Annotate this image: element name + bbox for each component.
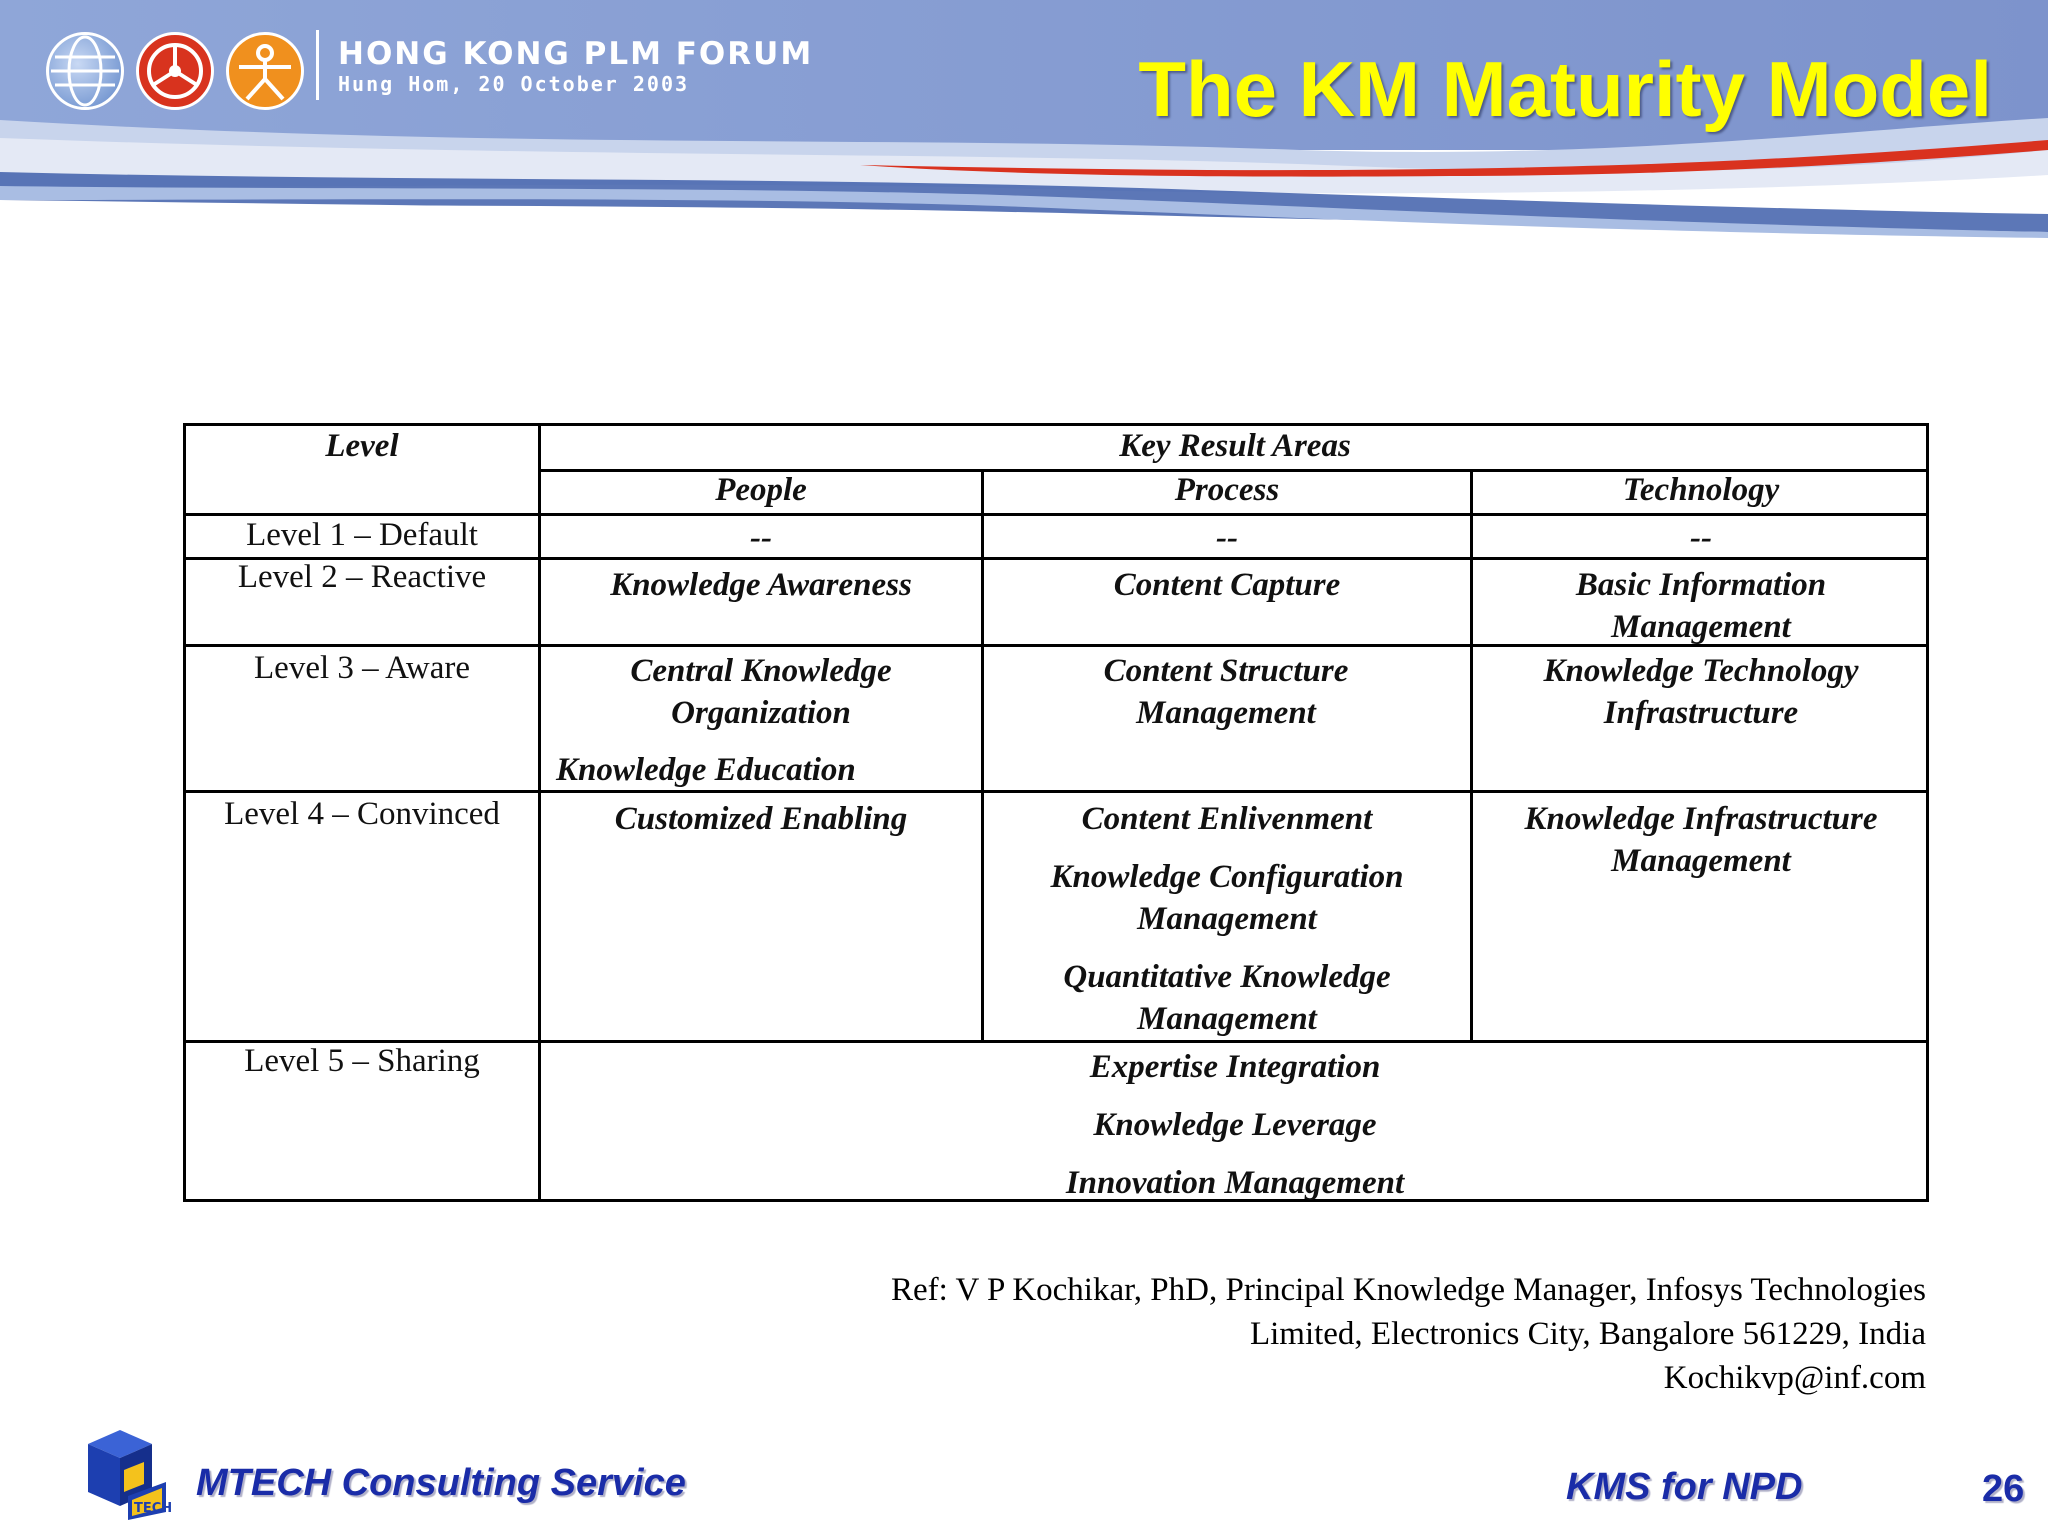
- reference-line-1: Ref: V P Kochikar, PhD, Principal Knowledge Manager, Infosys Technologies: [891, 1272, 1926, 1308]
- reference-citation: [891, 1268, 1926, 1400]
- level-3-technology: Knowledge Technology Infrastructure: [1543, 653, 1859, 731]
- table-divider: [186, 513, 1929, 516]
- header-level: Level: [325, 428, 399, 464]
- level-3-people-organization: Central Knowledge Organization: [630, 653, 892, 731]
- level-3-process: Content Structure Management: [1103, 653, 1349, 731]
- table-divider: [186, 790, 1929, 793]
- level-4-process-enlivenment: Content Enlivenment: [1081, 801, 1373, 837]
- level-5-expertise-integration: Expertise Integration: [1089, 1049, 1381, 1085]
- level-2-process: Content Capture: [1113, 567, 1341, 603]
- level-3-label: Level 3 – Aware: [254, 650, 470, 686]
- header-technology: Technology: [1622, 472, 1780, 508]
- level-3-people-education: Knowledge Education: [556, 752, 856, 788]
- level-5-knowledge-leverage: Knowledge Leverage: [1093, 1107, 1377, 1143]
- globe-logo-icon: [46, 32, 124, 110]
- level-4-process-configuration: Knowledge Configuration Management: [1050, 859, 1404, 937]
- logo-divider: [316, 30, 319, 100]
- mtech-cube-logo-icon: [80, 1422, 172, 1520]
- header-band: [0, 0, 2048, 260]
- level-4-label: Level 4 – Convinced: [224, 796, 500, 832]
- slide-title: The KM Maturity Model: [1138, 45, 1992, 133]
- reference-email: Kochikvp@inf.com: [1663, 1360, 1926, 1396]
- forum-name: HONG KONG PLM FORUM: [338, 36, 814, 72]
- reference-line-2: Limited, Electronics City, Bangalore 561229, India: [1249, 1316, 1926, 1352]
- level-4-people: Customized Enabling: [614, 801, 908, 837]
- level-1-technology: --: [1690, 520, 1712, 556]
- person-logo-icon: [226, 32, 304, 110]
- header-process: Process: [1174, 472, 1280, 508]
- level-4-process-quantitative: Quantitative Knowledge Management: [1063, 959, 1391, 1037]
- level-1-people: --: [750, 520, 772, 556]
- level-2-technology: Basic Information Management: [1575, 567, 1827, 645]
- header-key-result-areas: Key Result Areas: [1119, 428, 1351, 464]
- level-1-label: Level 1 – Default: [246, 517, 478, 553]
- forum-date: Hung Hom, 20 October 2003: [338, 72, 690, 96]
- level-1-process: --: [1216, 520, 1238, 556]
- network-logo-icon: [136, 32, 214, 110]
- footer-company: MTECH Consulting Service: [196, 1462, 686, 1504]
- level-5-innovation-management: Innovation Management: [1065, 1165, 1405, 1201]
- level-4-technology: Knowledge Infrastructure Management: [1524, 801, 1878, 879]
- header-people: People: [715, 472, 807, 508]
- footer-topic: KMS for NPD: [1566, 1466, 1803, 1508]
- svg-text:TECH: TECH: [134, 1501, 172, 1516]
- level-2-label: Level 2 – Reactive: [237, 559, 487, 595]
- level-5-label: Level 5 – Sharing: [244, 1043, 480, 1079]
- level-2-people: Knowledge Awareness: [610, 567, 912, 603]
- footer-page-number: 26: [1982, 1468, 2025, 1510]
- km-maturity-table: [183, 423, 1929, 1202]
